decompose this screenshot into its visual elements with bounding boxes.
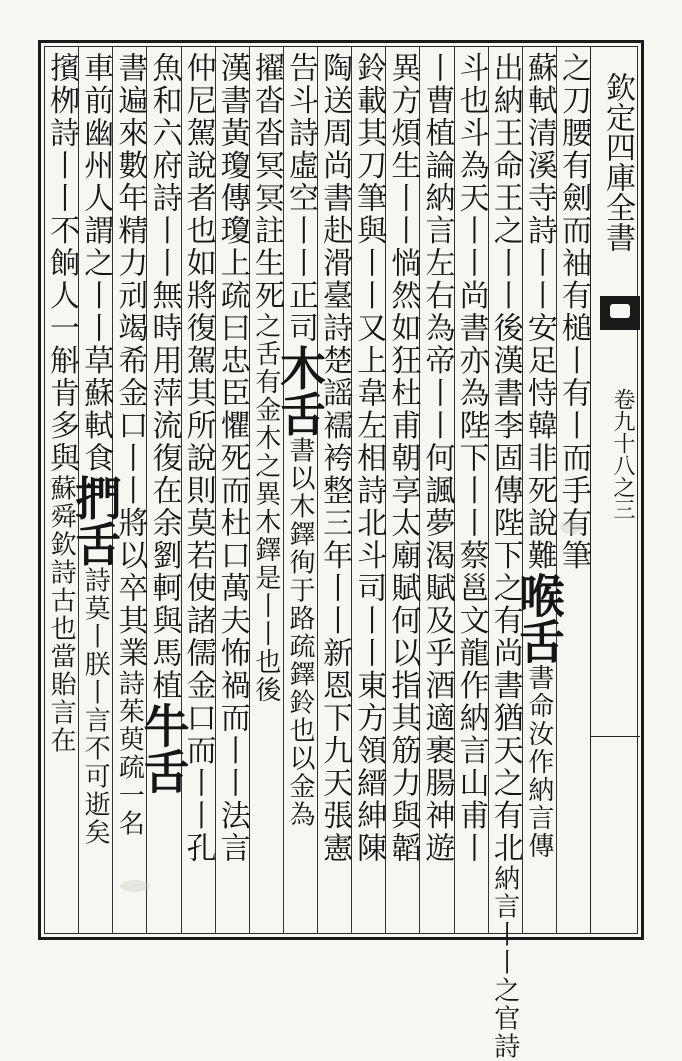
column-text: 鈴載其刀筆與丨丨又上韋左相詩北斗司丨丨東方領縉紳陳	[351, 52, 387, 865]
margin-band-tick	[590, 736, 640, 737]
column-text: 丨曹植論納言左右為帝丨丨何諷夢渴賦及乎酒適裹腸神遊	[419, 52, 455, 865]
column-text: 告斗詩虛空丨丨正司	[282, 52, 318, 345]
paper-stain	[120, 880, 150, 892]
paper-stain	[560, 520, 582, 534]
annotation-text: 書命汝作納言傳	[523, 664, 554, 860]
text-column	[37, 52, 85, 928]
annotation-text: 書以木鐸徇于路疏鐸鈴也以金為	[284, 436, 315, 829]
column-text: 異方煩生丨丨惝然如狂杜甫朝享太廟賦何以指其筋力與韜	[385, 52, 421, 865]
entry-heading: 木舌	[272, 344, 327, 437]
annotation-text: 納言丨丨之官詩	[489, 864, 520, 1061]
entry-heading: 喉舌	[511, 572, 566, 664]
entry-heading: 捫舌	[68, 474, 123, 567]
column-text: 書遍來數年精力刓竭希金口丨丨將以卒其業	[112, 52, 148, 670]
book-title: 欽定四庫全書	[600, 72, 635, 252]
volume-label: 卷九十八之三	[610, 388, 635, 520]
column-text: 仲尼駕說者也如將復駕其所說則莫若使諸儒金口而丨丨孔	[180, 52, 216, 865]
column-text: 車前幽州人謂之丨丨草蘇軾食	[78, 52, 114, 475]
entry-heading: 牛舌	[136, 702, 191, 794]
fishtail-mark	[600, 296, 640, 330]
annotation-text: 之舌有金木之異木鐸是丨丨也後	[250, 312, 281, 704]
column-text: 出納王命王之丨丨後漢書李固傳陛下之有尚書猶天之有北	[487, 52, 523, 865]
column-text: 蘇軾清溪寺詩丨丨安足恃韓非死說難	[521, 52, 557, 572]
column-text: 斗也斗為天丨丨尚書亦為陛下丨丨蔡邕文龍作納言山甫丨	[453, 52, 489, 865]
column-text: 之刀腰有劍而袖有槌丨有丨而手有筆	[555, 52, 591, 572]
column-text: 擢沓沓冥冥註生死	[248, 52, 284, 312]
column-text: 擯栁詩丨丨不餉人一斛肯多與	[44, 52, 80, 475]
column-text: 漢書黃瓊傳瓊上疏曰忠臣懼死而杜口萬夫怖禍而丨丨法言	[214, 52, 250, 865]
column-text: 陶送周尚書赴滑臺詩楚謡襦袴整三年丨丨新恩下九天張憲	[317, 52, 353, 865]
annotation-text: 蘇舜欽詩古也當貽言在	[46, 474, 77, 755]
annotation-text: 詩茱萸疏一名	[114, 669, 145, 838]
annotation-text: 詩莫丨朕丨言不可逝矣	[80, 566, 111, 847]
column-text: 魚和六府詩丨丨無時用萍流復在余劉軻與馬植	[146, 52, 182, 702]
